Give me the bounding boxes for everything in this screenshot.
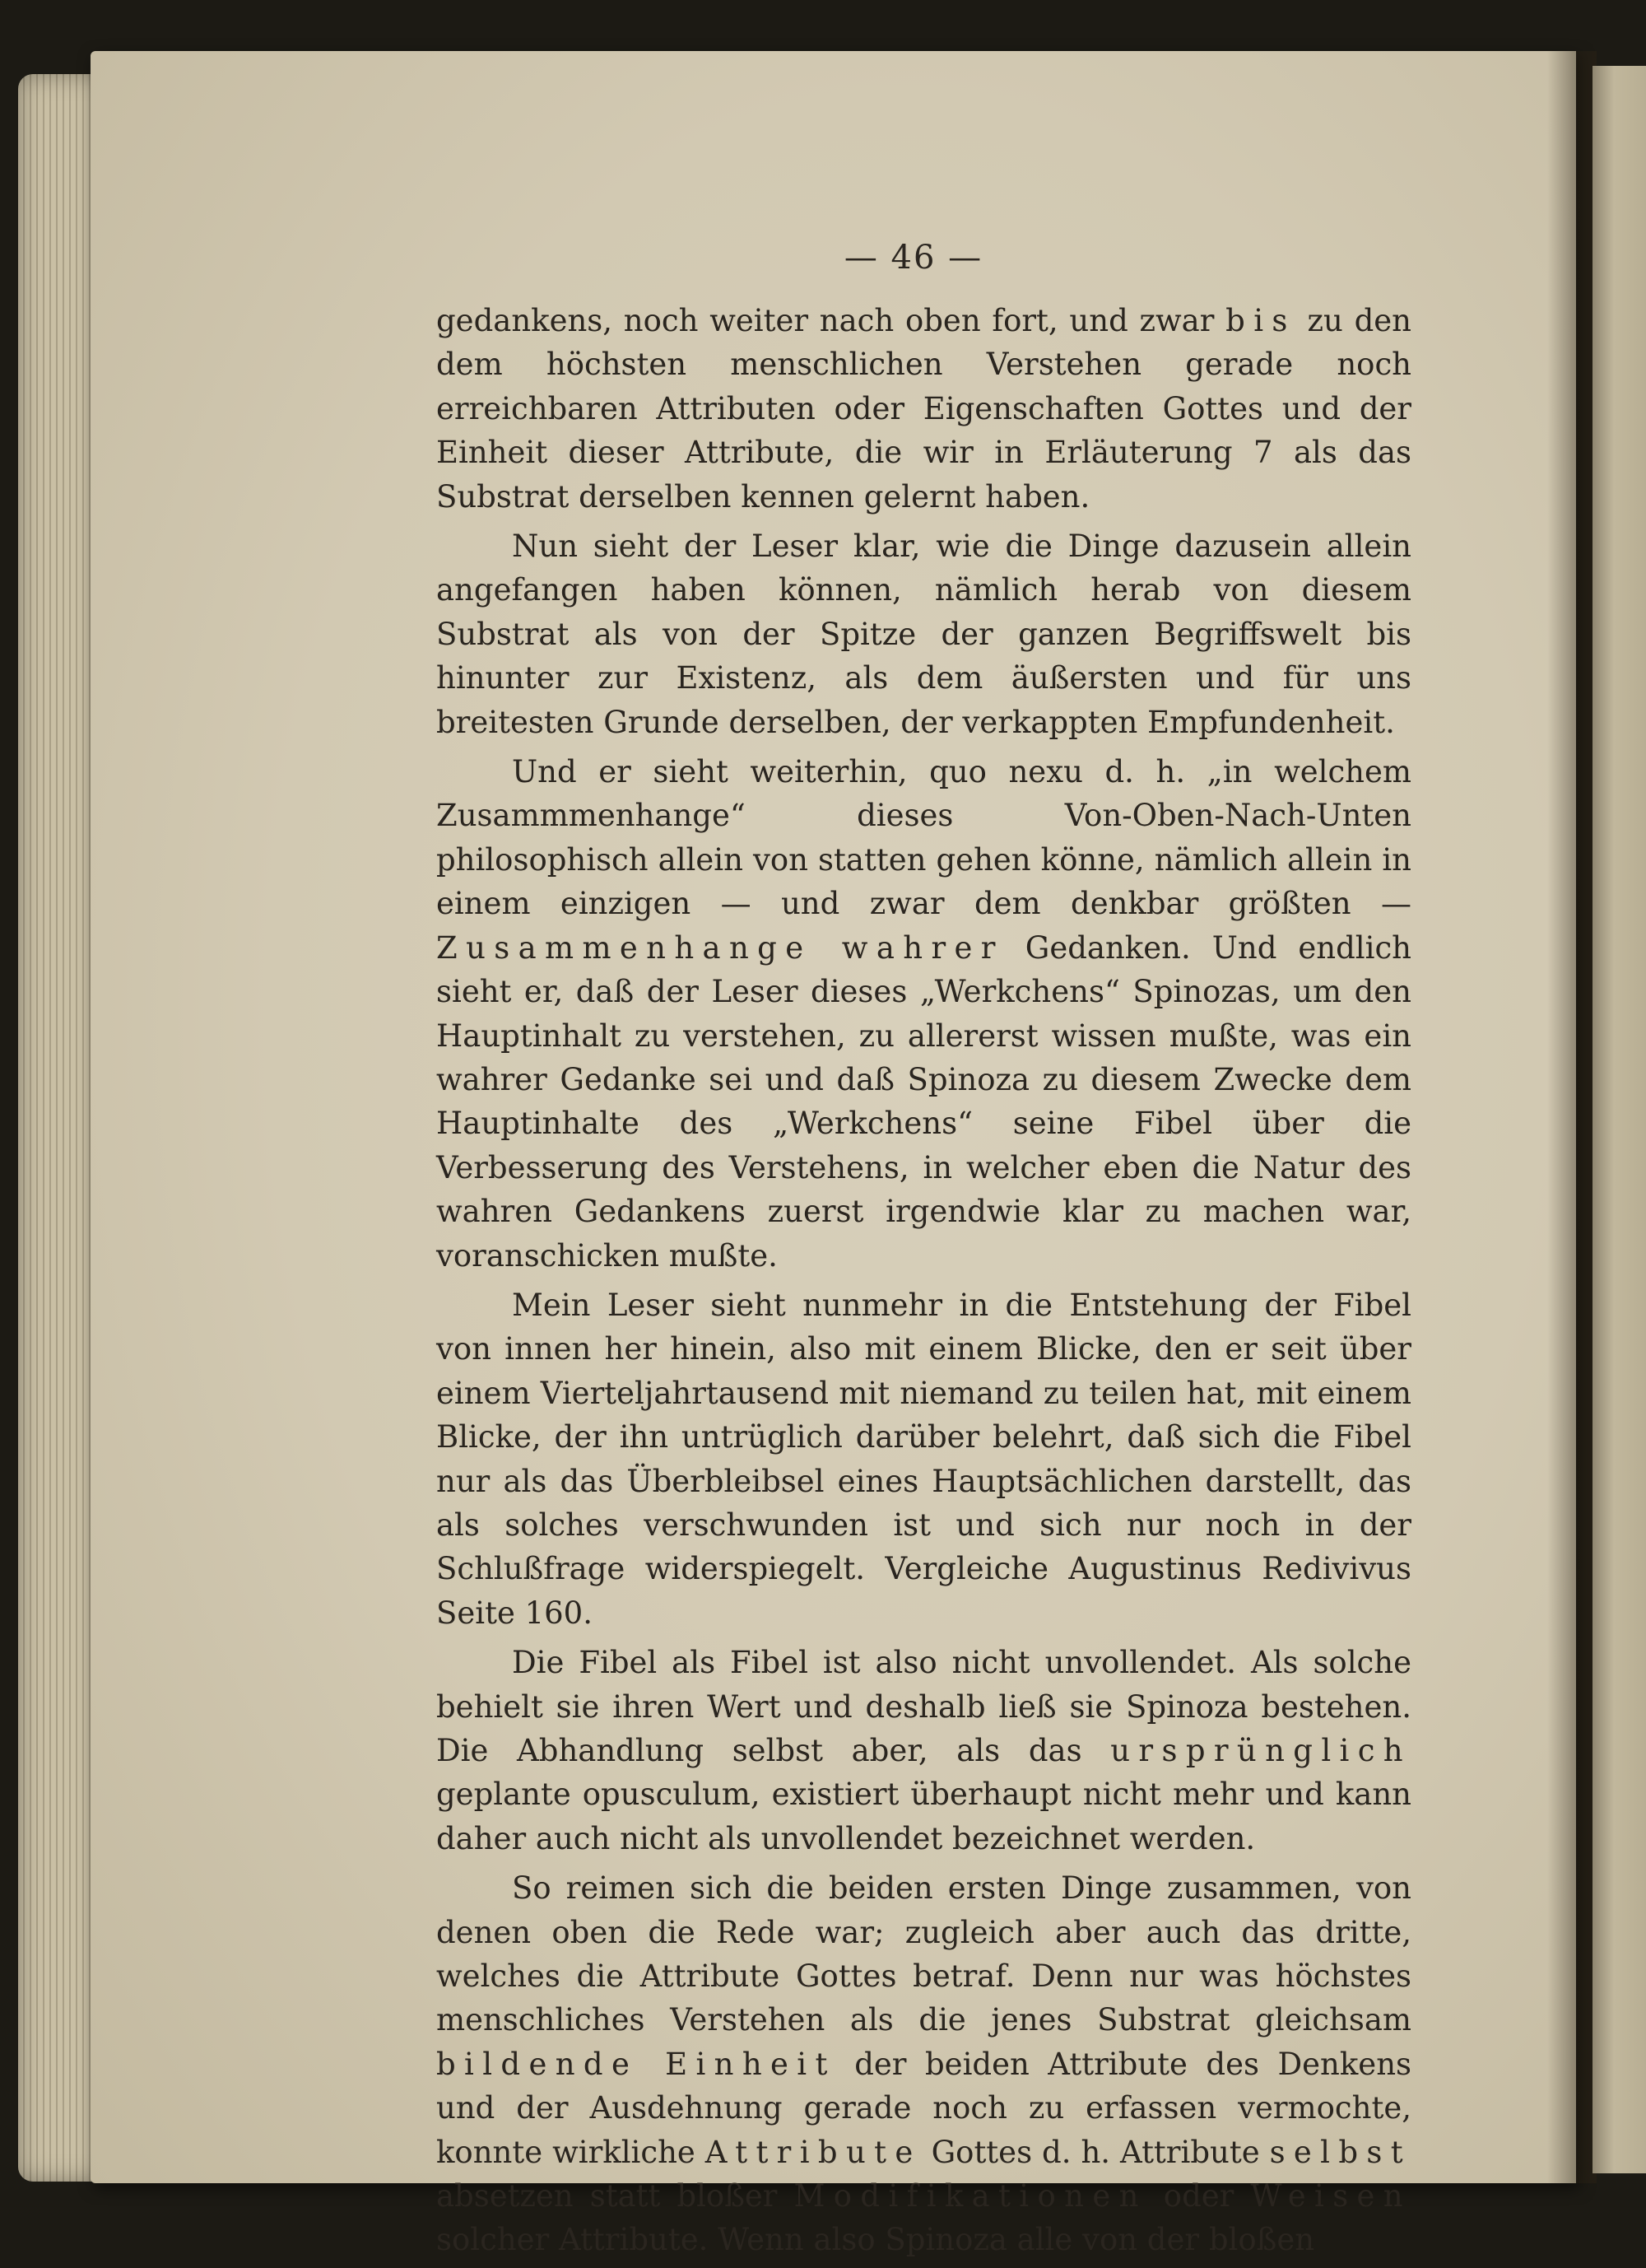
text-run: Gedanken. Und endlich sieht er, daß der Leser dieses „Werkchens“ Spinozas, um den Hauptinhalt zu verstehen, zu allererst wissen mußte, was ein wahrer Gedanke sei und daß Spinoza zu diesem Zwecke dem Hauptinhalte des „Werkchens“ seine Fibel über die Verbesserung des Verstehens, in welcher eben die Natur des wahren Gedankens zuerst irgendwie klar zu machen war, voranschicken mußte. (436, 929, 1411, 1274)
paragraph (436, 1283, 1411, 1635)
paragraph (436, 1866, 1411, 2262)
paragraph (436, 299, 1411, 519)
body-text (436, 299, 1411, 2268)
spaced-emphasis: Attribute (704, 2134, 922, 2170)
page-number: — 46 — (844, 239, 983, 277)
spaced-emphasis: Zusammenhange wahrer (436, 929, 1004, 966)
text-run: geplante opusculum, existiert überhaupt nicht mehr und kann daher auch nicht als unvollendet bezeichnet werden. (436, 1777, 1411, 1856)
text-run: solcher Attribute. Wenn also Spinoza alle von der bloßen (436, 2222, 1315, 2258)
text-run: Mein Leser sieht nunmehr in die Entstehung der Fibel von innen her hinein, also mit einem Blicke, den er seit über einem Vierteljahrtausend mit niemand zu teilen hat, mit einem Blicke, der ihn untrüglich darüber belehrt, daß sich die Fibel nur als das Überbleibsel eines Hauptsächlichen darstellt, das als solches verschwunden ist und sich nur noch in der Schlußfrage widerspiegelt. Vergleiche Augustinus Redivivus Seite 160. (436, 1287, 1411, 1631)
text-run: Die Fibel als Fibel ist also nicht unvollendet. Als solche behielt sie ihren Wert und deshalb ließ sie Spinoza bestehen. Die Abhandlung selbst aber, als das (436, 1645, 1411, 1768)
text-run: So reimen sich die beiden ersten Dinge zusammen, von denen oben die Rede war; zugleich aber auch das dritte, welches die Attribute Gottes betraf. Denn nur was höchstes menschliches Verstehen als die jenes Substrat gleichsam (436, 1870, 1411, 2038)
text-run: gedankens, noch weiter nach oben fort, und zwar (436, 303, 1226, 338)
text-run: Und er sieht weiterhin, quo nexu d. h. „in welchem Zusammmenhange“ dieses Von-Oben-Nach-Unten philosophisch allein von statten gehen könne, nämlich allein in einem einzigen — und zwar dem denkbar größten — (436, 754, 1411, 922)
paragraph (436, 750, 1411, 1278)
text-run: der beiden Attribute des Denkens und der Ausdehnung gerade noch zu erfassen vermochte, konnte wirkliche (436, 2046, 1412, 2170)
binding-gutter-shadow (1547, 51, 1597, 2183)
text-run: Nun sieht der Leser klar, wie die Dinge dazusein allein angefangen haben können, nämlich herab von diesem Substrat als von der Spitze der ganzen Begriffswelt bis hinunter zur Existenz, als dem äußersten und für uns breitesten Grunde derselben, der verkappten Empfundenheit. (436, 529, 1411, 740)
paragraph (436, 1641, 1411, 1861)
spaced-emphasis: bildende Einheit (436, 2046, 836, 2082)
spaced-emphasis: Weisen (1250, 2178, 1411, 2214)
text-run: zu den dem höchsten menschlichen Verstehen gerade noch erreichbaren Attributen oder Eigenschaften Gottes und der Einheit dieser Attribute, die wir in Erläuterung 7 als das Substrat derselben kennen gelernt haben. (436, 303, 1411, 515)
text-run: Gottes d. h. Attribute (921, 2134, 1270, 2170)
text-run: absetzen statt bloßer (436, 2178, 794, 2214)
paragraph (436, 524, 1411, 744)
spaced-emphasis: ursprünglich (1110, 1733, 1411, 1768)
spaced-emphasis: bis (1225, 303, 1296, 338)
facing-page-edge (1593, 66, 1646, 2173)
spaced-emphasis: selbst (1269, 2134, 1411, 2170)
spaced-emphasis: Modifikationen (793, 2178, 1147, 2214)
text-run: oder (1146, 2178, 1251, 2214)
